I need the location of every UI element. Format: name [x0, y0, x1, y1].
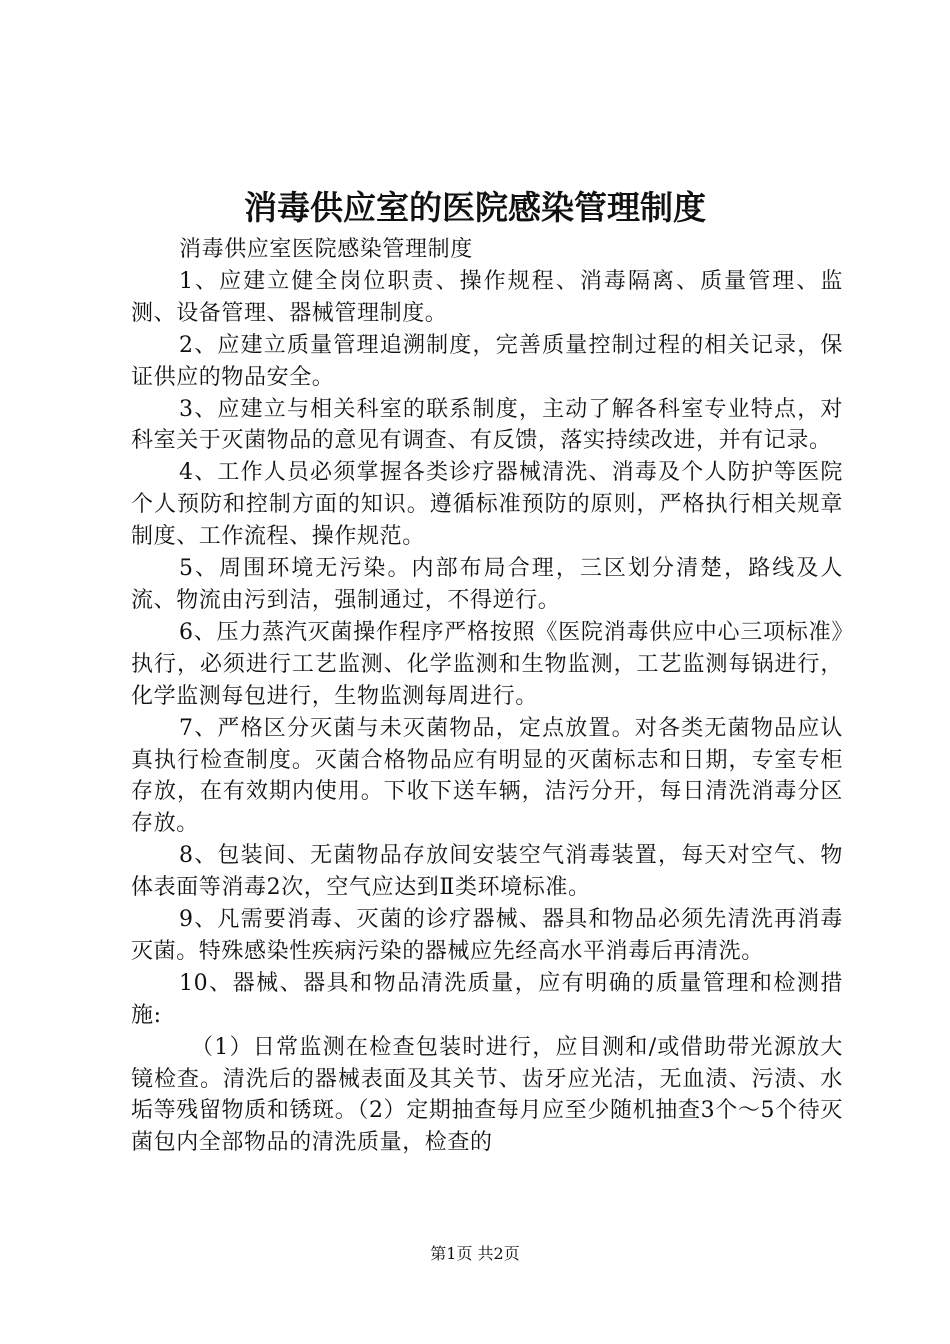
- paragraph-item-5: 5、周围环境无污染。内部布局合理，三区划分清楚，路线及人流、物流由污到洁，强制通过，不得逆行。: [131, 556, 843, 613]
- paragraph-item-8: 8、包装间、无菌物品存放间安装空气消毒装置，每天对空气、物体表面等消毒2次，空气应达到Ⅱ类环境标准。: [131, 843, 843, 901]
- paragraph-item-4: 4、工作人员必须掌握各类诊疗器械清洗、消毒及个人防护等医院个人预防和控制方面的知识。遵循标准预防的原则，严格执行相关规章制度、工作流程、操作规范。: [131, 460, 843, 550]
- paragraph-item-10-detail: （1）日常监测在检查包装时进行，应目测和/或借助带光源放大镜检查。清洗后的器械表面及其关节、齿牙应光洁，无血渍、污渍、水垢等残留物质和锈斑。（2）定期抽查每月应至少随机抽查3个～5个待灭菌包内全部物品的清洗质量，检查的: [131, 1034, 843, 1156]
- paragraph-item-6: 6、压力蒸汽灭菌操作程序严格按照《医院消毒供应中心三项标准》执行，必须进行工艺监测、化学监测和生物监测，工艺监测每锅进行，化学监测每包进行，生物监测每周进行。: [131, 619, 843, 709]
- paragraph-subtitle: 消毒供应室医院感染管理制度: [179, 237, 473, 262]
- paragraph-item-7: 7、严格区分灭菌与未灭菌物品，定点放置。对各类无菌物品应认真执行检查制度。灭菌合格物品应有明显的灭菌标志和日期，专室专柜存放，在有效期内使用。下收下送车辆，洁污分开，每日清洗消毒分区存放。: [131, 715, 843, 837]
- page-footer: 第1页 共2页: [430, 1244, 520, 1263]
- paragraph-item-3: 3、应建立与相关科室的联系制度，主动了解各科室专业特点，对科室关于灭菌物品的意见有调查、有反馈，落实持续改进，并有记录。: [131, 396, 843, 454]
- document-body: [131, 234, 843, 1159]
- paragraph-item-10: 10、器械、器具和物品清洗质量，应有明确的质量管理和检测措施:: [131, 970, 843, 1028]
- paragraph-item-2: 2、应建立质量管理追溯制度，完善质量控制过程的相关记录，保证供应的物品安全。: [131, 332, 843, 390]
- document-title: 消毒供应室的医院感染管理制度: [244, 188, 706, 227]
- paragraph-item-1: 1、应建立健全岗位职责、操作规程、消毒隔离、质量管理、监测、设备管理、器械管理制度。: [131, 268, 843, 326]
- paragraph-item-9: 9、凡需要消毒、灭菌的诊疗器械、器具和物品必须先清洗再消毒灭菌。特殊感染性疾病污染的器械应先经高水平消毒后再清洗。: [131, 907, 843, 964]
